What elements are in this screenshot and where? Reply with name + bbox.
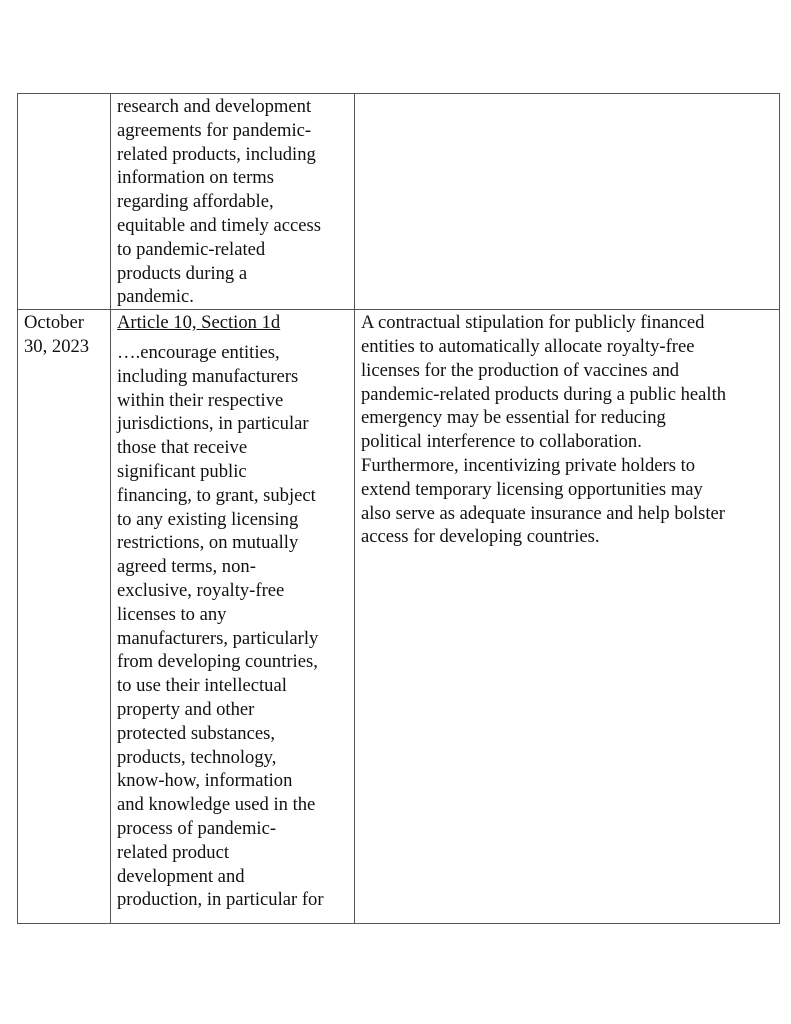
provision-text-cell	[111, 310, 355, 924]
table-row	[18, 310, 780, 924]
document-table	[17, 93, 780, 924]
date-cell	[18, 94, 111, 310]
date-text: October 30, 2023	[24, 312, 90, 357]
provision-text: research and development agreements for pandemic- related products, including information on terms regarding affordable, equitable and timely access to pandemic-related products during a pandemic.	[117, 96, 321, 308]
comment-cell	[355, 310, 780, 924]
provision-text-cell	[111, 94, 355, 310]
provision-text: ….encourage entities, including manufacturers within their respective jurisdictions, in particular those that receive significant public financing, to grant, subject to any existing licensing restrictions, on mutually agreed terms, non- exclusive, royalty-free licenses to any manufacturers, particularly from developing countries, to use their intellectual property and other protected substances, products, technology, know-how, information and knowledge used in the process of pandemic- related product development and production, in particular for	[117, 341, 324, 911]
date-cell	[18, 310, 111, 924]
table-row	[18, 94, 780, 310]
comment-cell	[355, 94, 780, 310]
article-reference: Article 10, Section 1d	[117, 312, 281, 334]
comment-text: A contractual stipulation for publicly financed entities to automatically allocate royalty-free licenses for the production of vaccines and pandemic-related products during a public health emergency may be essential for reducing political interference to collaboration. Furthermore, incentivizing private holders to extend temporary licensing opportunities may also serve as adequate insurance and help bolster access for developing countries.	[361, 312, 727, 548]
